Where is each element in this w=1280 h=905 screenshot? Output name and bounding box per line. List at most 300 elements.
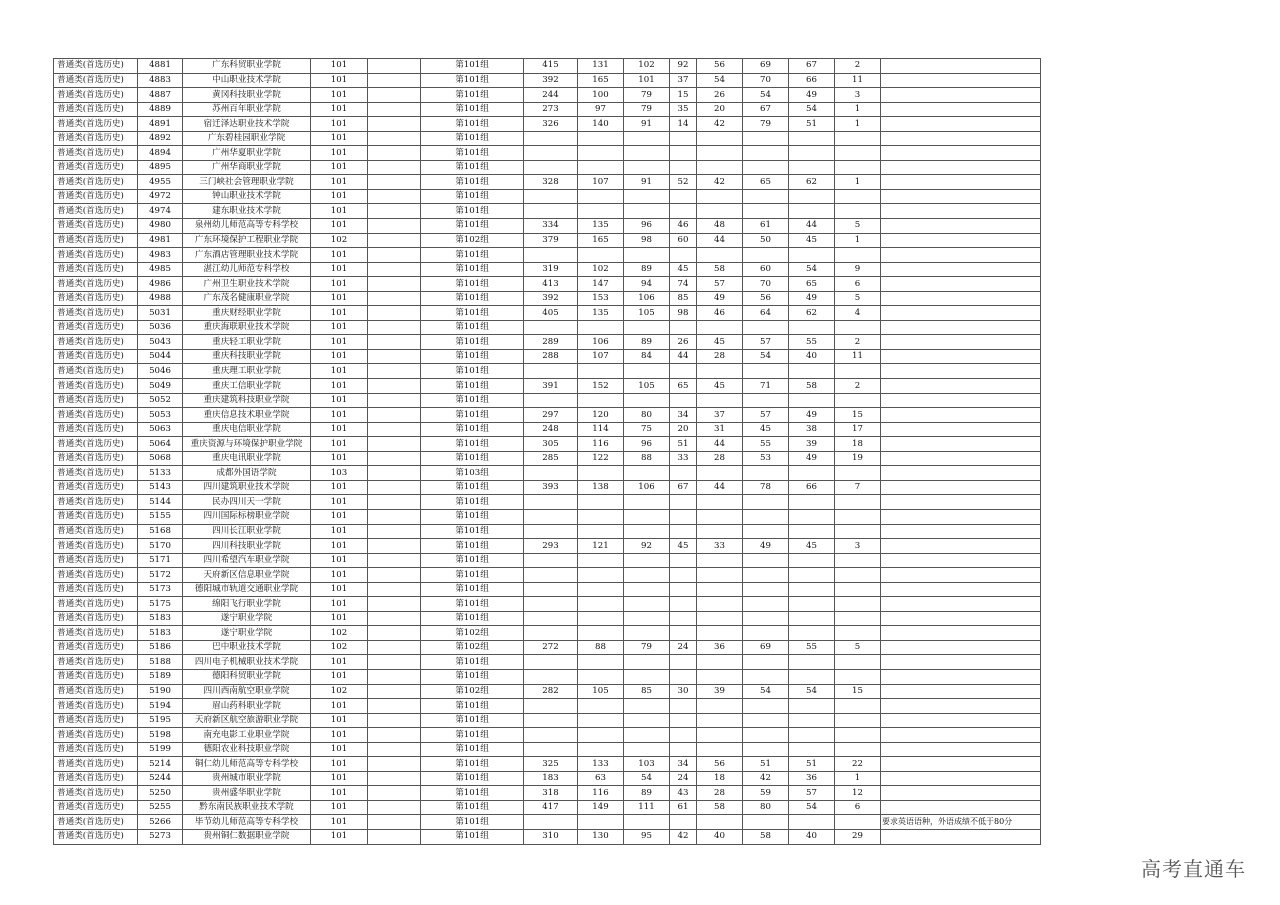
group-name-cell: 第101组 [421,248,524,263]
score-cell: 39 [697,684,743,699]
score-cell [789,742,835,757]
school-code-cell: 5155 [138,509,183,524]
rank-cell: 11 [835,73,881,88]
group-code-cell: 101 [311,451,368,466]
rank-cell: 6 [835,800,881,815]
category-cell: 普通类(首选历史) [54,146,138,161]
blank-cell [368,553,421,568]
note-cell [881,466,1041,481]
category-cell: 普通类(首选历史) [54,699,138,714]
note-cell [881,800,1041,815]
blank-cell [368,146,421,161]
group-name-cell: 第101组 [421,262,524,277]
total-score-cell: 244 [524,88,578,103]
blank-cell [368,233,421,248]
score-cell [743,189,789,204]
group-code-cell: 101 [311,524,368,539]
score-cell: 58 [743,829,789,844]
note-cell [881,829,1041,844]
blank-cell [368,597,421,612]
score-cell [743,626,789,641]
score-cell [578,146,624,161]
rank-cell [835,248,881,263]
group-code-cell: 101 [311,277,368,292]
group-name-cell: 第101组 [421,437,524,452]
category-cell: 普通类(首选历史) [54,582,138,597]
school-code-cell: 5031 [138,306,183,321]
group-code-cell: 101 [311,757,368,772]
score-cell [697,553,743,568]
school-name-cell: 重庆理工职业学院 [183,364,311,379]
score-cell [743,699,789,714]
school-name-cell: 四川国际标榜职业学院 [183,509,311,524]
school-name-cell: 四川长江职业学院 [183,524,311,539]
group-name-cell: 第101组 [421,829,524,844]
school-name-cell: 重庆科技职业学院 [183,349,311,364]
total-score-cell: 413 [524,277,578,292]
total-score-cell [524,713,578,728]
school-name-cell: 重庆财经职业学院 [183,306,311,321]
category-cell: 普通类(首选历史) [54,771,138,786]
note-cell [881,742,1041,757]
note-cell [881,669,1041,684]
category-cell: 普通类(首选历史) [54,131,138,146]
rank-cell [835,742,881,757]
total-score-cell: 325 [524,757,578,772]
group-name-cell: 第101组 [421,320,524,335]
group-code-cell: 101 [311,422,368,437]
score-cell: 40 [789,349,835,364]
score-cell: 48 [697,219,743,234]
category-cell: 普通类(首选历史) [54,829,138,844]
category-cell: 普通类(首选历史) [54,509,138,524]
school-code-cell: 5052 [138,393,183,408]
score-cell [670,669,697,684]
score-cell [670,509,697,524]
total-score-cell: 248 [524,422,578,437]
score-cell: 45 [670,539,697,554]
score-cell: 55 [789,335,835,350]
score-cell: 91 [624,117,670,132]
score-cell [743,524,789,539]
school-code-cell: 5273 [138,829,183,844]
table-row [54,539,1041,554]
school-name-cell: 黄冈科技职业学院 [183,88,311,103]
table-row [54,73,1041,88]
school-code-cell: 4955 [138,175,183,190]
blank-cell [368,480,421,495]
score-cell [789,248,835,263]
table-row [54,59,1041,74]
score-cell [697,146,743,161]
blank-cell [368,829,421,844]
rank-cell [835,509,881,524]
group-name-cell: 第101组 [421,757,524,772]
note-cell [881,495,1041,510]
total-score-cell [524,320,578,335]
group-code-cell: 101 [311,669,368,684]
note-cell [881,219,1041,234]
score-cell: 105 [624,379,670,394]
score-cell: 74 [670,277,697,292]
score-cell: 56 [697,59,743,74]
table-row [54,655,1041,670]
total-score-cell: 392 [524,73,578,88]
table-row [54,175,1041,190]
school-code-cell: 4983 [138,248,183,263]
score-cell [697,699,743,714]
score-cell: 44 [670,349,697,364]
school-code-cell: 5255 [138,800,183,815]
score-cell [670,553,697,568]
category-cell: 普通类(首选历史) [54,437,138,452]
score-cell [789,669,835,684]
rank-cell: 2 [835,379,881,394]
table-row [54,713,1041,728]
rank-cell [835,728,881,743]
score-cell: 92 [624,539,670,554]
category-cell: 普通类(首选历史) [54,320,138,335]
score-cell: 116 [578,437,624,452]
note-cell [881,539,1041,554]
score-cell: 43 [670,786,697,801]
school-code-cell: 5171 [138,553,183,568]
total-score-cell: 288 [524,349,578,364]
category-cell: 普通类(首选历史) [54,393,138,408]
score-cell: 44 [697,437,743,452]
group-code-cell: 101 [311,88,368,103]
score-cell [697,728,743,743]
score-cell [789,568,835,583]
score-cell [578,582,624,597]
blank-cell [368,219,421,234]
note-cell [881,306,1041,321]
score-cell [697,509,743,524]
school-code-cell: 5068 [138,451,183,466]
school-code-cell: 5063 [138,422,183,437]
score-cell: 20 [697,102,743,117]
total-score-cell [524,582,578,597]
score-cell: 92 [670,59,697,74]
score-cell: 69 [743,59,789,74]
total-score-cell: 391 [524,379,578,394]
score-cell: 49 [789,291,835,306]
score-cell: 140 [578,117,624,132]
score-cell: 91 [624,175,670,190]
rank-cell: 18 [835,437,881,452]
score-cell [578,742,624,757]
rank-cell [835,553,881,568]
score-cell: 39 [789,437,835,452]
score-cell: 50 [743,233,789,248]
score-cell: 54 [789,684,835,699]
school-code-cell: 5186 [138,640,183,655]
score-cell: 96 [624,219,670,234]
score-cell [697,669,743,684]
category-cell: 普通类(首选历史) [54,669,138,684]
school-code-cell: 4985 [138,262,183,277]
group-code-cell: 101 [311,742,368,757]
school-name-cell: 重庆电信职业学院 [183,422,311,437]
score-cell [578,669,624,684]
school-name-cell: 广东碧桂园职业学院 [183,131,311,146]
rank-cell: 3 [835,539,881,554]
note-cell [881,626,1041,641]
score-cell: 38 [789,422,835,437]
school-name-cell: 四川希望汽车职业学院 [183,553,311,568]
score-cell: 62 [789,306,835,321]
score-cell: 54 [743,684,789,699]
score-cell [670,742,697,757]
rank-cell [835,364,881,379]
table-row [54,509,1041,524]
score-cell: 37 [670,73,697,88]
table-row [54,233,1041,248]
group-name-cell: 第101组 [421,102,524,117]
group-code-cell: 101 [311,335,368,350]
score-cell [697,568,743,583]
score-cell: 130 [578,829,624,844]
score-cell: 65 [670,379,697,394]
score-cell [697,611,743,626]
note-cell [881,291,1041,306]
total-score-cell [524,524,578,539]
score-cell [578,131,624,146]
total-score-cell: 328 [524,175,578,190]
table-row [54,626,1041,641]
score-cell [578,655,624,670]
school-name-cell: 四川科技职业学院 [183,539,311,554]
score-cell: 54 [743,88,789,103]
table-row [54,117,1041,132]
group-name-cell: 第101组 [421,524,524,539]
school-code-cell: 4891 [138,117,183,132]
category-cell: 普通类(首选历史) [54,786,138,801]
category-cell: 普通类(首选历史) [54,655,138,670]
group-name-cell: 第101组 [421,742,524,757]
score-cell [743,495,789,510]
score-cell: 34 [670,408,697,423]
score-cell [743,728,789,743]
blank-cell [368,800,421,815]
group-name-cell: 第101组 [421,117,524,132]
rank-cell: 4 [835,306,881,321]
school-name-cell: 绵阳飞行职业学院 [183,597,311,612]
school-name-cell: 天府新区信息职业学院 [183,568,311,583]
score-cell: 44 [697,480,743,495]
table-row [54,349,1041,364]
score-cell: 78 [743,480,789,495]
group-code-cell: 101 [311,553,368,568]
score-cell [670,466,697,481]
group-code-cell: 101 [311,117,368,132]
total-score-cell [524,509,578,524]
total-score-cell [524,728,578,743]
score-cell: 49 [697,291,743,306]
category-cell: 普通类(首选历史) [54,553,138,568]
score-cell: 60 [670,233,697,248]
score-cell: 45 [789,233,835,248]
total-score-cell [524,160,578,175]
score-cell [578,495,624,510]
group-code-cell: 101 [311,204,368,219]
school-code-cell: 4892 [138,131,183,146]
table-row [54,204,1041,219]
score-cell [697,524,743,539]
table-row [54,699,1041,714]
category-cell: 普通类(首选历史) [54,379,138,394]
group-name-cell: 第101组 [421,815,524,830]
rank-cell: 17 [835,422,881,437]
category-cell: 普通类(首选历史) [54,684,138,699]
group-code-cell: 101 [311,568,368,583]
group-code-cell: 101 [311,349,368,364]
score-cell: 49 [789,408,835,423]
group-code-cell: 101 [311,219,368,234]
score-cell: 40 [697,829,743,844]
score-cell: 105 [624,306,670,321]
school-name-cell: 德阳科贸职业学院 [183,669,311,684]
group-code-cell: 101 [311,175,368,190]
score-cell: 98 [624,233,670,248]
group-code-cell: 101 [311,480,368,495]
total-score-cell [524,393,578,408]
school-name-cell: 广东科贸职业学院 [183,59,311,74]
score-cell: 116 [578,786,624,801]
score-cell: 69 [743,640,789,655]
category-cell: 普通类(首选历史) [54,189,138,204]
score-cell: 64 [743,306,789,321]
blank-cell [368,815,421,830]
score-cell: 35 [670,102,697,117]
rank-cell: 1 [835,117,881,132]
table-row [54,88,1041,103]
rank-cell: 2 [835,59,881,74]
school-code-cell: 4981 [138,233,183,248]
score-cell [743,466,789,481]
score-cell [624,699,670,714]
group-name-cell: 第101组 [421,349,524,364]
table-row [54,728,1041,743]
score-cell [578,815,624,830]
rank-cell: 6 [835,277,881,292]
score-cell: 54 [697,73,743,88]
table-row [54,408,1041,423]
school-name-cell: 成都外国语学院 [183,466,311,481]
school-name-cell: 铜仁幼儿师范高等专科学校 [183,757,311,772]
category-cell: 普通类(首选历史) [54,640,138,655]
blank-cell [368,117,421,132]
score-cell: 14 [670,117,697,132]
category-cell: 普通类(首选历史) [54,219,138,234]
blank-cell [368,306,421,321]
rank-cell: 22 [835,757,881,772]
group-name-cell: 第101组 [421,713,524,728]
school-name-cell: 眉山药科职业学院 [183,699,311,714]
score-cell: 57 [697,277,743,292]
score-cell [578,189,624,204]
score-cell: 165 [578,73,624,88]
score-cell: 85 [624,684,670,699]
score-cell [670,597,697,612]
score-cell [624,568,670,583]
category-cell: 普通类(首选历史) [54,102,138,117]
score-cell [789,204,835,219]
score-cell [624,655,670,670]
blank-cell [368,73,421,88]
school-name-cell: 宿迁泽达职业技术学院 [183,117,311,132]
score-cell: 56 [697,757,743,772]
rank-cell: 1 [835,102,881,117]
score-cell [697,189,743,204]
table-row [54,189,1041,204]
score-cell: 40 [789,829,835,844]
note-cell [881,640,1041,655]
rank-cell: 5 [835,640,881,655]
rank-cell [835,495,881,510]
group-code-cell: 101 [311,248,368,263]
group-name-cell: 第101组 [421,291,524,306]
total-score-cell: 334 [524,219,578,234]
blank-cell [368,437,421,452]
note-cell [881,524,1041,539]
score-cell: 31 [697,422,743,437]
score-cell: 42 [697,117,743,132]
score-cell: 20 [670,422,697,437]
score-cell [743,248,789,263]
total-score-cell: 415 [524,59,578,74]
score-cell: 28 [697,786,743,801]
score-cell: 102 [578,262,624,277]
rank-cell [835,815,881,830]
total-score-cell [524,204,578,219]
score-cell [789,815,835,830]
total-score-cell: 293 [524,539,578,554]
group-name-cell: 第101组 [421,335,524,350]
school-name-cell: 重庆电讯职业学院 [183,451,311,466]
score-cell: 45 [697,335,743,350]
table-row [54,597,1041,612]
score-cell: 105 [578,684,624,699]
blank-cell [368,248,421,263]
table-row [54,219,1041,234]
table-row [54,480,1041,495]
school-name-cell: 广东环境保护工程职业学院 [183,233,311,248]
total-score-cell: 305 [524,437,578,452]
score-cell [743,393,789,408]
score-cell [670,495,697,510]
group-name-cell: 第101组 [421,611,524,626]
score-cell: 165 [578,233,624,248]
blank-cell [368,582,421,597]
rank-cell [835,320,881,335]
category-cell: 普通类(首选历史) [54,277,138,292]
score-cell [670,713,697,728]
school-name-cell: 贵州铜仁数据职业学院 [183,829,311,844]
score-cell [624,626,670,641]
school-name-cell: 广东酒店管理职业技术学院 [183,248,311,263]
note-cell [881,728,1041,743]
group-code-cell: 101 [311,713,368,728]
score-cell: 131 [578,59,624,74]
score-cell [789,131,835,146]
score-cell [670,364,697,379]
score-cell: 57 [743,408,789,423]
school-name-cell: 遂宁职业学院 [183,611,311,626]
category-cell: 普通类(首选历史) [54,204,138,219]
score-cell [697,320,743,335]
score-cell [670,815,697,830]
